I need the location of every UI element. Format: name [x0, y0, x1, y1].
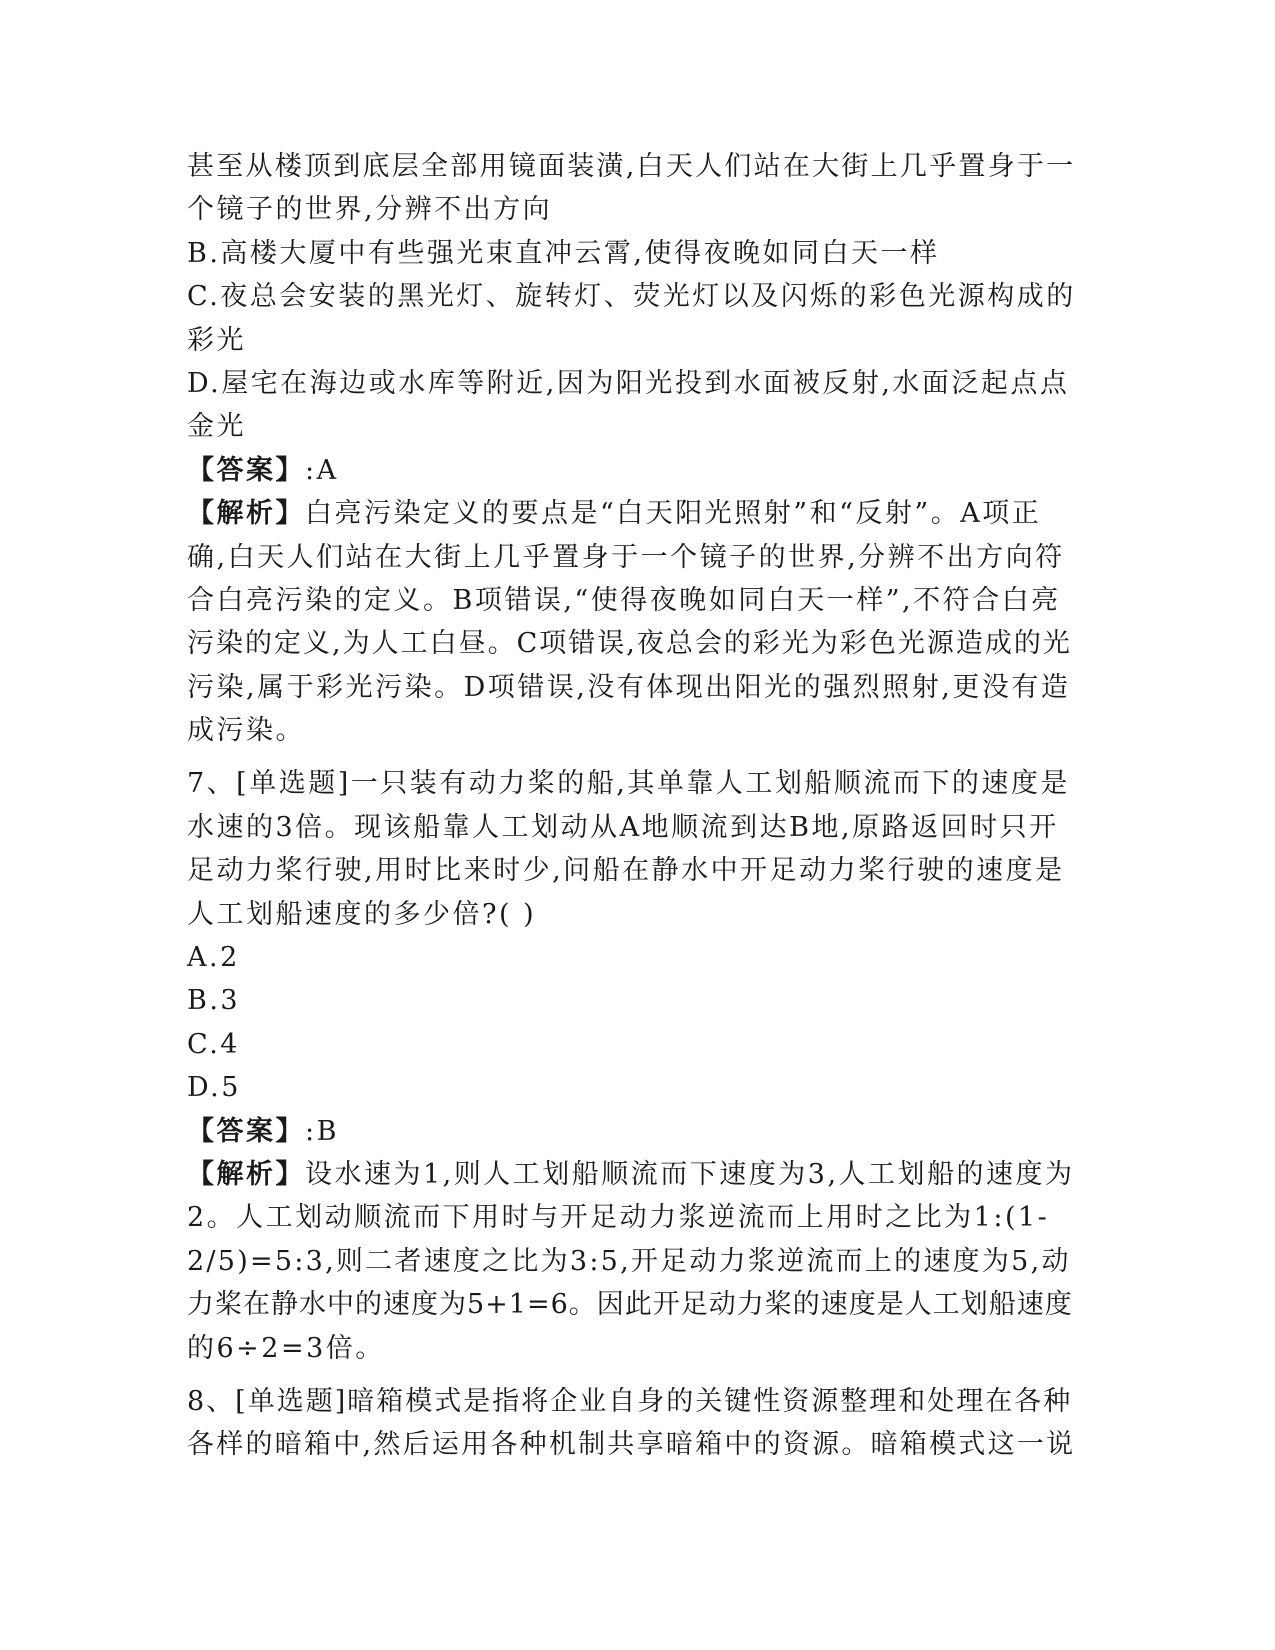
q6-option-b: B.高楼大厦中有些强光束直冲云霄,使得夜晚如同白天一样	[187, 237, 940, 269]
q7-analysis-line-2: 2。人工划动顺流而下用时与开足动力浆逆流而上用时之比为1:(1-	[187, 1202, 1050, 1234]
q7-answer	[187, 1110, 1077, 1153]
q6-stem-line-1: 甚至从楼顶到底层全部用镜面装潢,白天人们站在大街上几乎置身于一	[187, 151, 1076, 182]
q7-stem-line-2: 水速的3倍。现该船靠人工划动从A地顺流到达B地,原路返回时只开	[187, 811, 1059, 843]
q7-analysis-line-4: 力桨在静水中的速度为5+1=6。因此开足动力桨的速度是人工划船速度	[187, 1289, 1073, 1321]
q8-stem-line-2: 各样的暗箱中,然后运用各种机制共享暗箱中的资源。暗箱模式这一说	[187, 1429, 1076, 1461]
question-7	[187, 762, 1077, 1369]
q6-stem-line-2: 个镜子的世界,分辨不出方向	[187, 194, 553, 226]
q6-answer-value: :A	[305, 454, 339, 486]
document-page	[187, 145, 1077, 1467]
q7-analysis-label: 【解析】	[187, 1158, 305, 1190]
q7-analysis-line-3: 2/5)=5:3,则二者速度之比为3:5,开足动力浆逆流而上的速度为5,动	[187, 1245, 1071, 1277]
q6-analysis-line-4: 污染的定义,为人工白昼。C项错误,夜总会的彩光为彩色光源造成的光	[187, 628, 1072, 660]
question-gap	[187, 1370, 1077, 1380]
q6-answer	[187, 449, 1077, 492]
q7-option-c: C.4	[187, 1028, 240, 1060]
q6-analysis-text-1: 白亮污染定义的要点是“白天阳光照射”和“反射”。A项正	[305, 498, 1042, 530]
q7-stem-line-1: 7、[单选题]一只装有动力桨的船,其单靠人工划船顺流而下的速度是	[187, 768, 1070, 800]
q6-answer-label: 【答案】	[187, 454, 305, 486]
q7-option-d: D.5	[187, 1072, 241, 1104]
q7-option-b: B.3	[187, 985, 241, 1017]
q6-option-c-line-2: 彩光	[187, 324, 246, 356]
q6-analysis-line-1	[187, 492, 1077, 535]
q7-answer-label: 【答案】	[187, 1115, 305, 1147]
question-6-tail	[187, 145, 1077, 752]
q7-analysis-line-5: 的6÷2=3倍。	[187, 1332, 385, 1364]
q6-option-c-line-1: C.夜总会安装的黑光灯、旋转灯、荧光灯以及闪烁的彩色光源构成的	[187, 281, 1076, 313]
question-gap	[187, 752, 1077, 762]
q7-option-a: A.2	[187, 942, 240, 974]
question-8	[187, 1380, 1077, 1467]
q7-stem-line-3: 足动力桨行驶,用时比来时少,问船在静水中开足动力桨行驶的速度是	[187, 855, 1065, 887]
q7-answer-value: :B	[305, 1115, 339, 1147]
q6-analysis-line-5: 污染,属于彩光污染。D项错误,没有体现出阳光的强烈照射,更没有造	[187, 671, 1071, 703]
q6-analysis-line-6: 成污染。	[187, 715, 305, 747]
q7-analysis-text-1: 设水速为1,则人工划船顺流而下速度为3,人工划船的速度为	[305, 1158, 1075, 1190]
q7-stem-line-4: 人工划船速度的多少倍?( )	[187, 898, 537, 930]
q6-option-d-line-2: 金光	[187, 411, 246, 443]
q6-analysis-line-2: 确,白天人们站在大街上几乎置身于一个镜子的世界,分辨不出方向符	[187, 541, 1065, 573]
q7-analysis-line-1	[187, 1153, 1077, 1196]
q6-analysis-label: 【解析】	[187, 498, 305, 530]
q8-stem-line-1: 8、[单选题]暗箱模式是指将企业自身的关键性资源整理和处理在各种	[187, 1385, 1073, 1417]
q6-option-d-line-1: D.屋宅在海边或水库等附近,因为阳光投到水面被反射,水面泛起点点	[187, 367, 1070, 399]
q6-analysis-line-3: 合白亮污染的定义。B项错误,“使得夜晚如同白天一样”,不符合白亮	[187, 584, 1061, 616]
